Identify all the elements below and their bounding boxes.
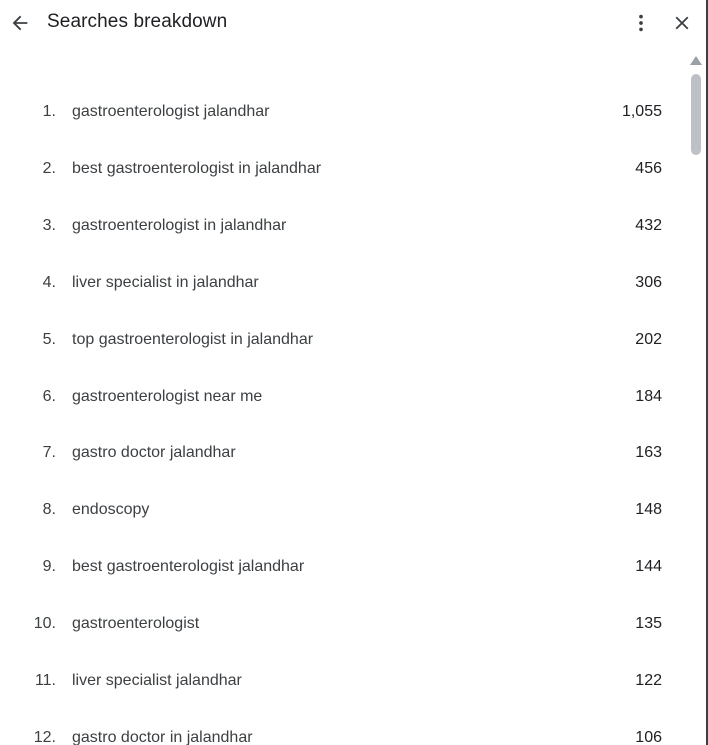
panel-header bbox=[0, 0, 706, 46]
list-item bbox=[0, 84, 686, 141]
search-count: 456 bbox=[635, 159, 662, 177]
search-count: 135 bbox=[635, 615, 662, 633]
list-item bbox=[0, 425, 686, 482]
search-count: 306 bbox=[635, 273, 662, 291]
back-button[interactable] bbox=[6, 9, 34, 37]
list-item bbox=[0, 141, 686, 198]
list-item bbox=[0, 198, 686, 255]
more-vert-icon bbox=[630, 12, 652, 34]
rank-number: 4. bbox=[42, 273, 56, 291]
search-terms-list bbox=[0, 46, 686, 745]
list-item bbox=[0, 255, 686, 312]
scrollbar-thumb[interactable] bbox=[691, 74, 701, 155]
search-count: 202 bbox=[635, 330, 662, 348]
search-query: gastroenterologist near me bbox=[72, 387, 263, 405]
page-title: Searches breakdown bbox=[47, 11, 228, 32]
search-query: best gastroenterologist in jalandhar bbox=[72, 159, 322, 177]
rank-number: 9. bbox=[42, 558, 56, 576]
search-query: gastroenterologist in jalandhar bbox=[72, 216, 287, 234]
list-item bbox=[0, 653, 686, 710]
rank-number: 2. bbox=[42, 159, 56, 177]
more-options-button[interactable] bbox=[628, 9, 654, 37]
close-button[interactable] bbox=[668, 9, 696, 37]
search-query: gastro doctor in jalandhar bbox=[72, 728, 253, 745]
list-item bbox=[0, 482, 686, 539]
search-query: gastroenterologist bbox=[72, 615, 200, 633]
scrollbar[interactable] bbox=[688, 52, 704, 745]
rank-number: 1. bbox=[42, 103, 56, 120]
search-count: 106 bbox=[635, 728, 662, 745]
search-count: 184 bbox=[635, 387, 662, 405]
list-item bbox=[0, 539, 686, 596]
rank-number: 10. bbox=[33, 615, 56, 633]
search-query: liver specialist jalandhar bbox=[72, 672, 242, 689]
rank-number: 11. bbox=[34, 672, 56, 689]
rank-number: 5. bbox=[42, 330, 56, 348]
search-query: gastroenterologist jalandhar bbox=[72, 103, 270, 120]
list-item bbox=[0, 596, 686, 653]
rank-number: 7. bbox=[42, 444, 56, 462]
search-query: top gastroenterologist in jalandhar bbox=[72, 330, 314, 348]
rank-number: 6. bbox=[42, 387, 56, 405]
search-count: 163 bbox=[635, 444, 662, 462]
list-item bbox=[0, 369, 686, 426]
search-count: 144 bbox=[635, 558, 662, 576]
rank-number: 3. bbox=[42, 216, 56, 234]
search-query: best gastroenterologist jalandhar bbox=[72, 558, 305, 576]
search-query: gastro doctor jalandhar bbox=[72, 444, 236, 462]
search-count: 1,055 bbox=[621, 103, 662, 120]
search-count: 432 bbox=[635, 216, 662, 234]
search-query: endoscopy bbox=[72, 501, 150, 519]
list-item bbox=[0, 710, 686, 745]
search-count: 122 bbox=[635, 672, 662, 689]
search-query: liver specialist in jalandhar bbox=[72, 273, 259, 291]
rank-number: 8. bbox=[42, 501, 56, 519]
scroll-up-arrow-icon[interactable] bbox=[690, 56, 702, 65]
close-icon bbox=[671, 12, 693, 34]
arrow-back-icon bbox=[9, 12, 31, 34]
search-count: 148 bbox=[635, 501, 662, 519]
rank-number: 12. bbox=[33, 728, 56, 745]
list-item bbox=[0, 312, 686, 369]
